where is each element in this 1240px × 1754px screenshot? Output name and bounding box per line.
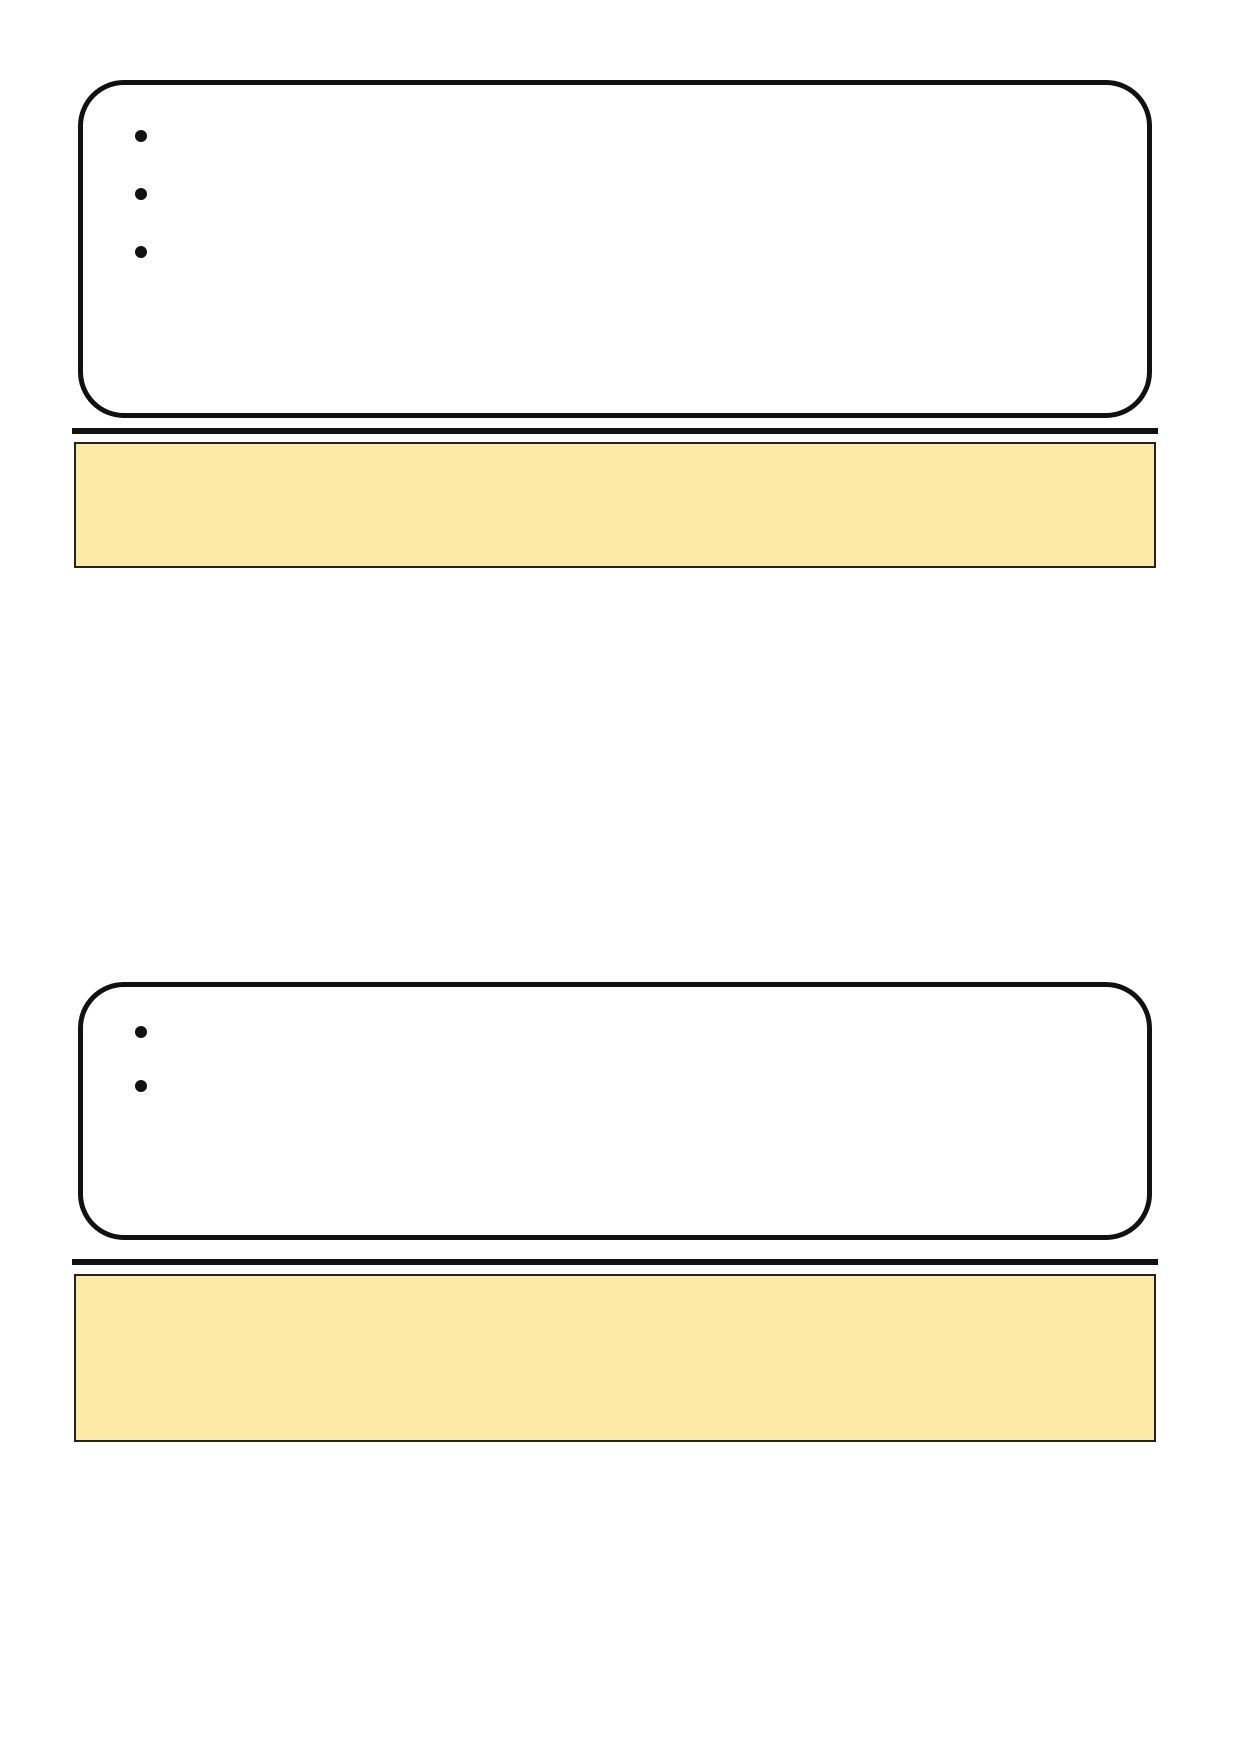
bullet-icon [135,188,147,200]
bullet-icon [135,1080,147,1092]
bullet-item [123,1011,1107,1053]
summary-box-middle [78,982,1152,1240]
bullet-item [123,173,1107,215]
article-body [84,1454,1154,1724]
bullet-item [123,115,1107,157]
right-column [638,1454,1154,1724]
article-headline [74,442,1156,568]
left-column [84,576,600,960]
section-divider [72,428,1158,434]
section-divider [72,1259,1158,1265]
left-column [84,1454,600,1724]
bullet-icon [135,1026,147,1038]
bullet-list [123,115,1107,273]
summary-box-top [78,80,1152,418]
bullet-icon [135,246,147,258]
bullet-item [123,231,1107,273]
bullet-item [123,1065,1107,1107]
right-column [638,576,1154,960]
article-headline [74,1274,1156,1442]
bullet-icon [135,130,147,142]
bullet-list [123,1011,1107,1107]
article-body [84,576,1154,960]
